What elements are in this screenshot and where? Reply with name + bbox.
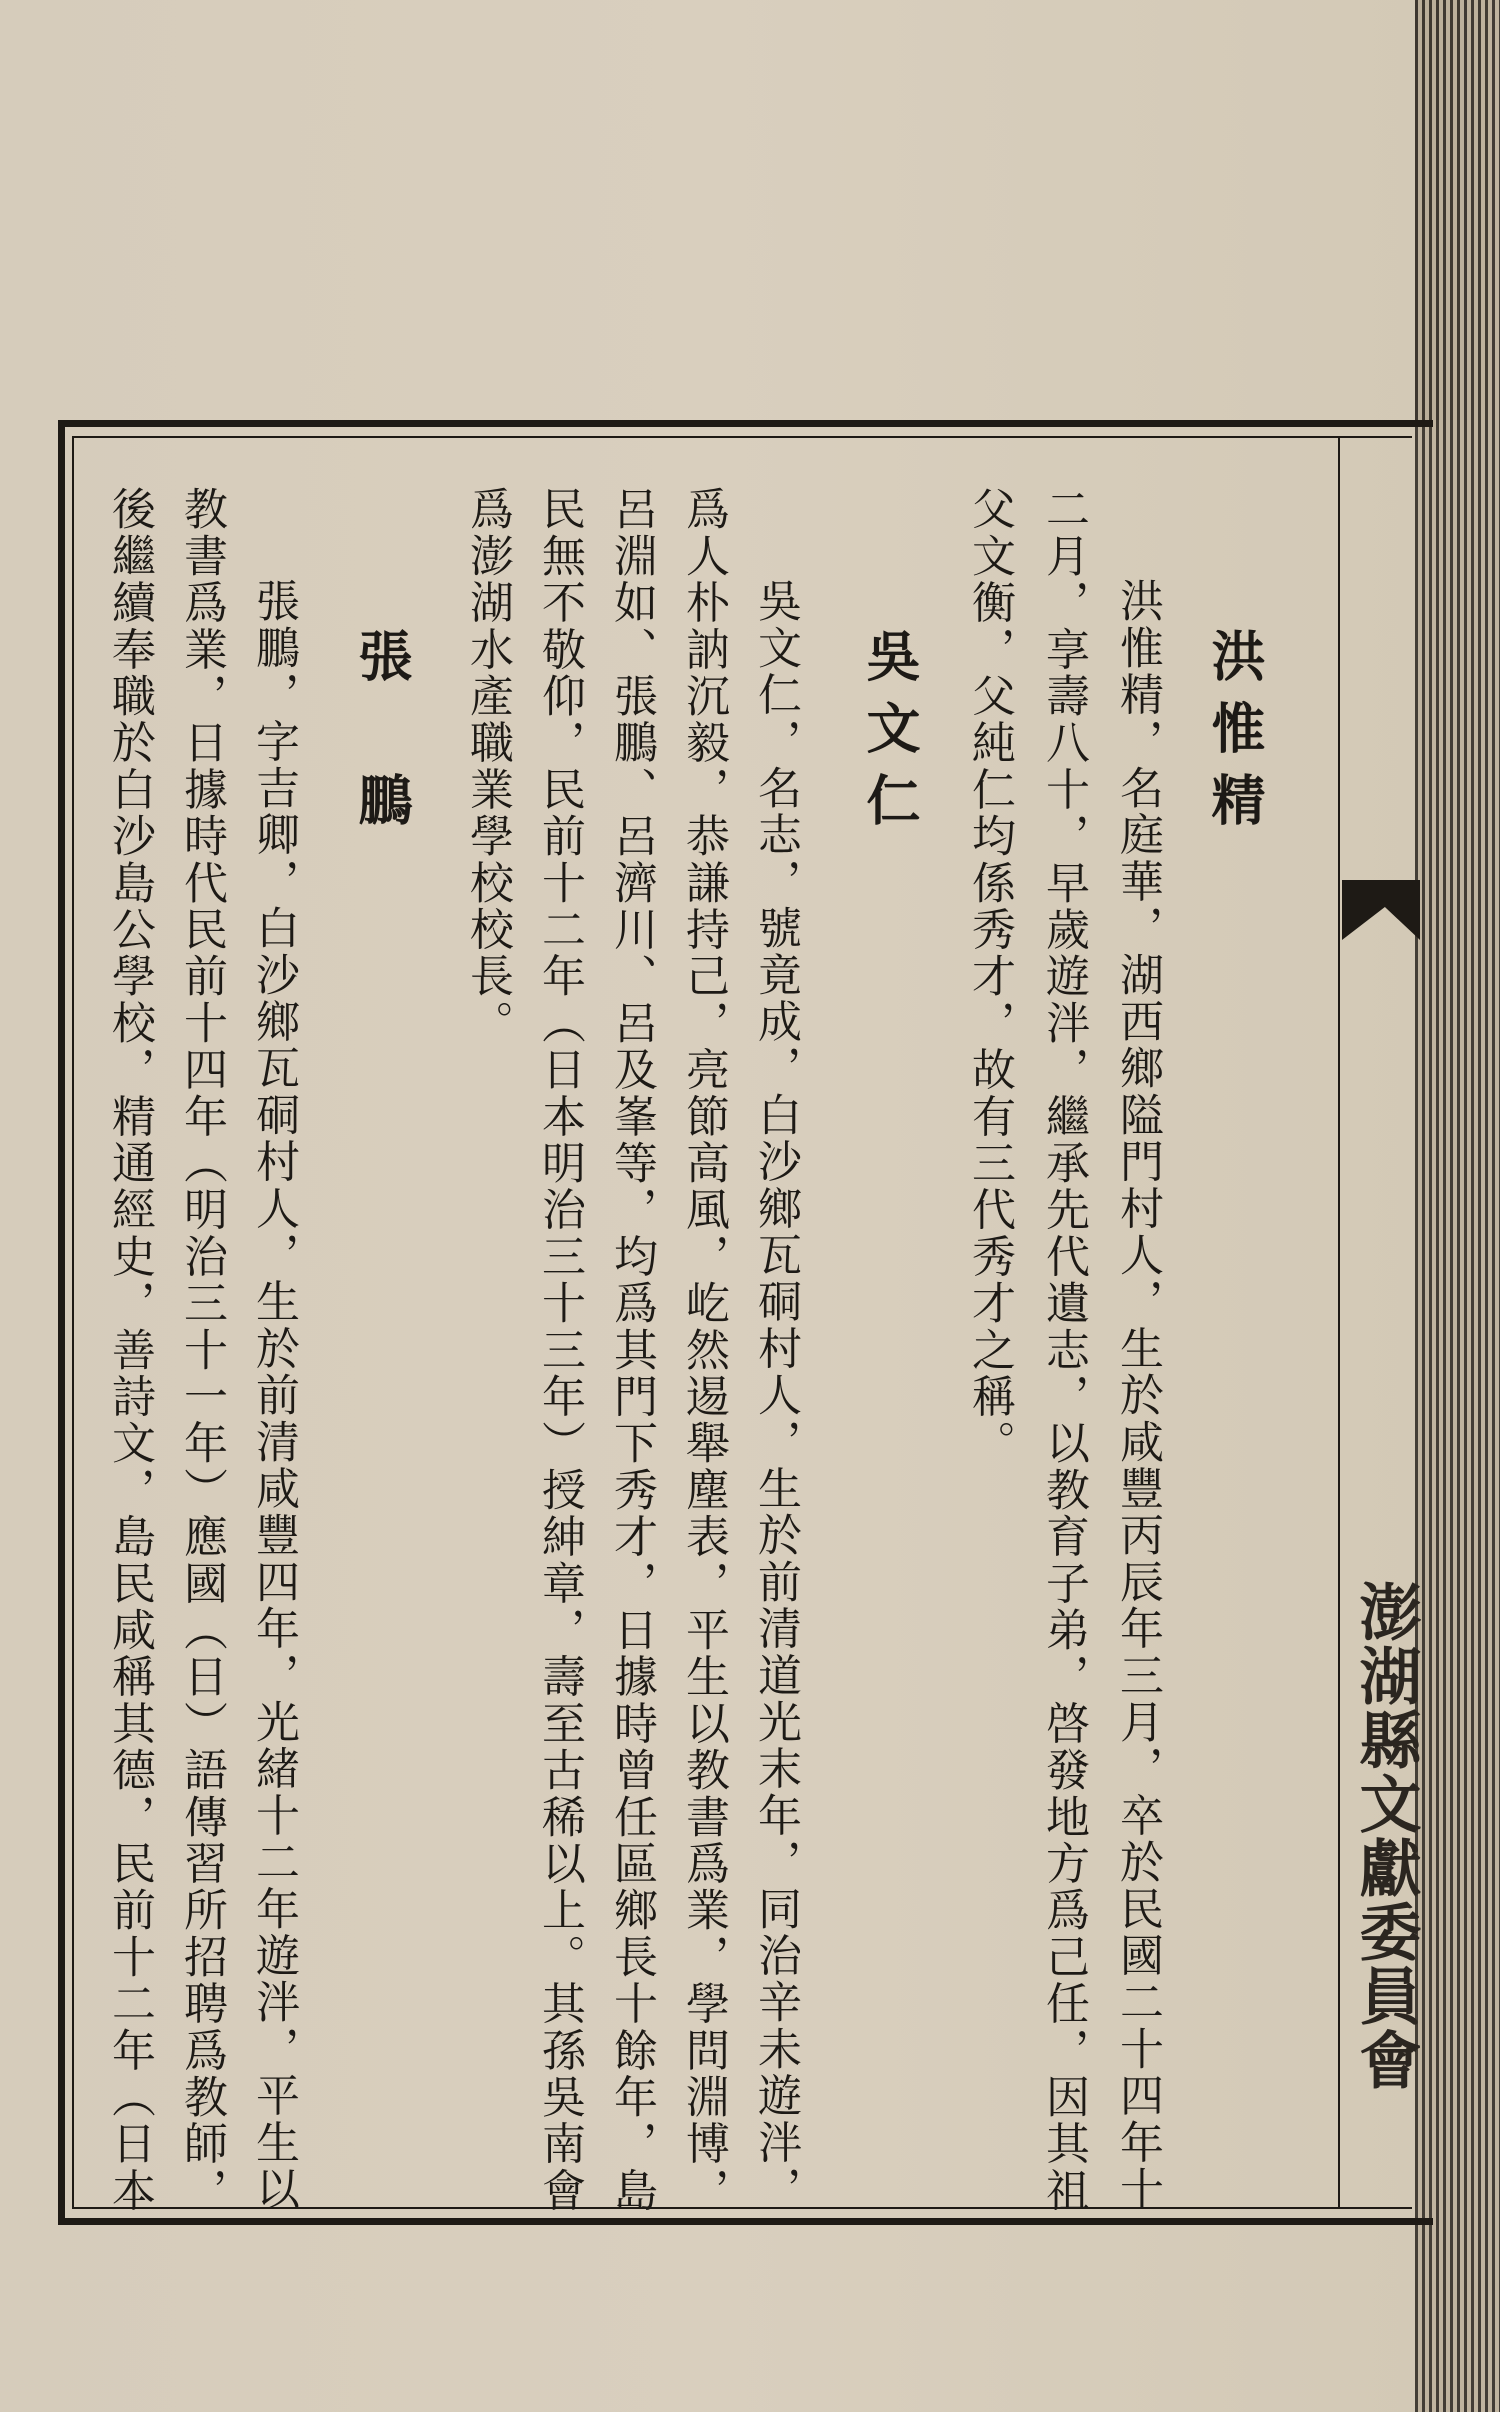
section-heading-hong: 洪惟精 xyxy=(1203,628,1267,844)
spine-title: 澎湖縣文獻委員會 xyxy=(1349,1580,1422,2092)
section-heading-zhang: 張鵬 xyxy=(350,628,414,916)
text-column: 洪惟精，名庭華，湖西鄉隘門村人，生於咸豐丙辰年三月，卒於民國二十四年十 xyxy=(1112,578,1163,2213)
text-column: 張鵬，字吉卿，白沙鄉瓦硐村人，生於前清咸豐四年，光緒十二年遊泮，平生以 xyxy=(248,578,299,2213)
text-column: 父文衡，父純仁均係秀才，故有三代秀才之稱。 xyxy=(964,486,1015,1467)
text-column: 爲人朴訥沉毅，恭謙持己，亮節高風，屹然逷舉塵表，平生以教書爲業，學問淵博， xyxy=(678,486,729,2214)
text-column: 吳文仁，名志，號竟成，白沙鄉瓦硐村人，生於前清道光末年，同治辛未遊泮， xyxy=(750,578,801,2213)
text-column: 民無不敬仰，民前十二年（日本明治三十三年）授紳章，壽至古稀以上。其孫吳南會 xyxy=(534,486,585,2214)
margin-rule xyxy=(1338,436,1340,2209)
text-column: 爲澎湖水產職業學校校長。 xyxy=(462,486,513,1047)
text-column: 教書爲業，日據時代民前十四年（明治三十一年）應國（日）語傳習所招聘爲教師， xyxy=(176,486,227,2214)
text-column: 二月，享壽八十，早歲遊泮，繼承先代遺志，以教育子弟，啓發地方爲己任，因其祖 xyxy=(1038,486,1089,2214)
text-column: 後繼續奉職於白沙島公學校，精通經史，善詩文，島民咸稱其德，民前十二年（日本 xyxy=(104,486,155,2214)
text-column: 呂淵如、張鵬、呂濟川、呂及峯等，均爲其門下秀才，日據時曾任區鄉長十餘年，島 xyxy=(606,486,657,2214)
section-heading-wu: 吳文仁 xyxy=(858,628,922,844)
